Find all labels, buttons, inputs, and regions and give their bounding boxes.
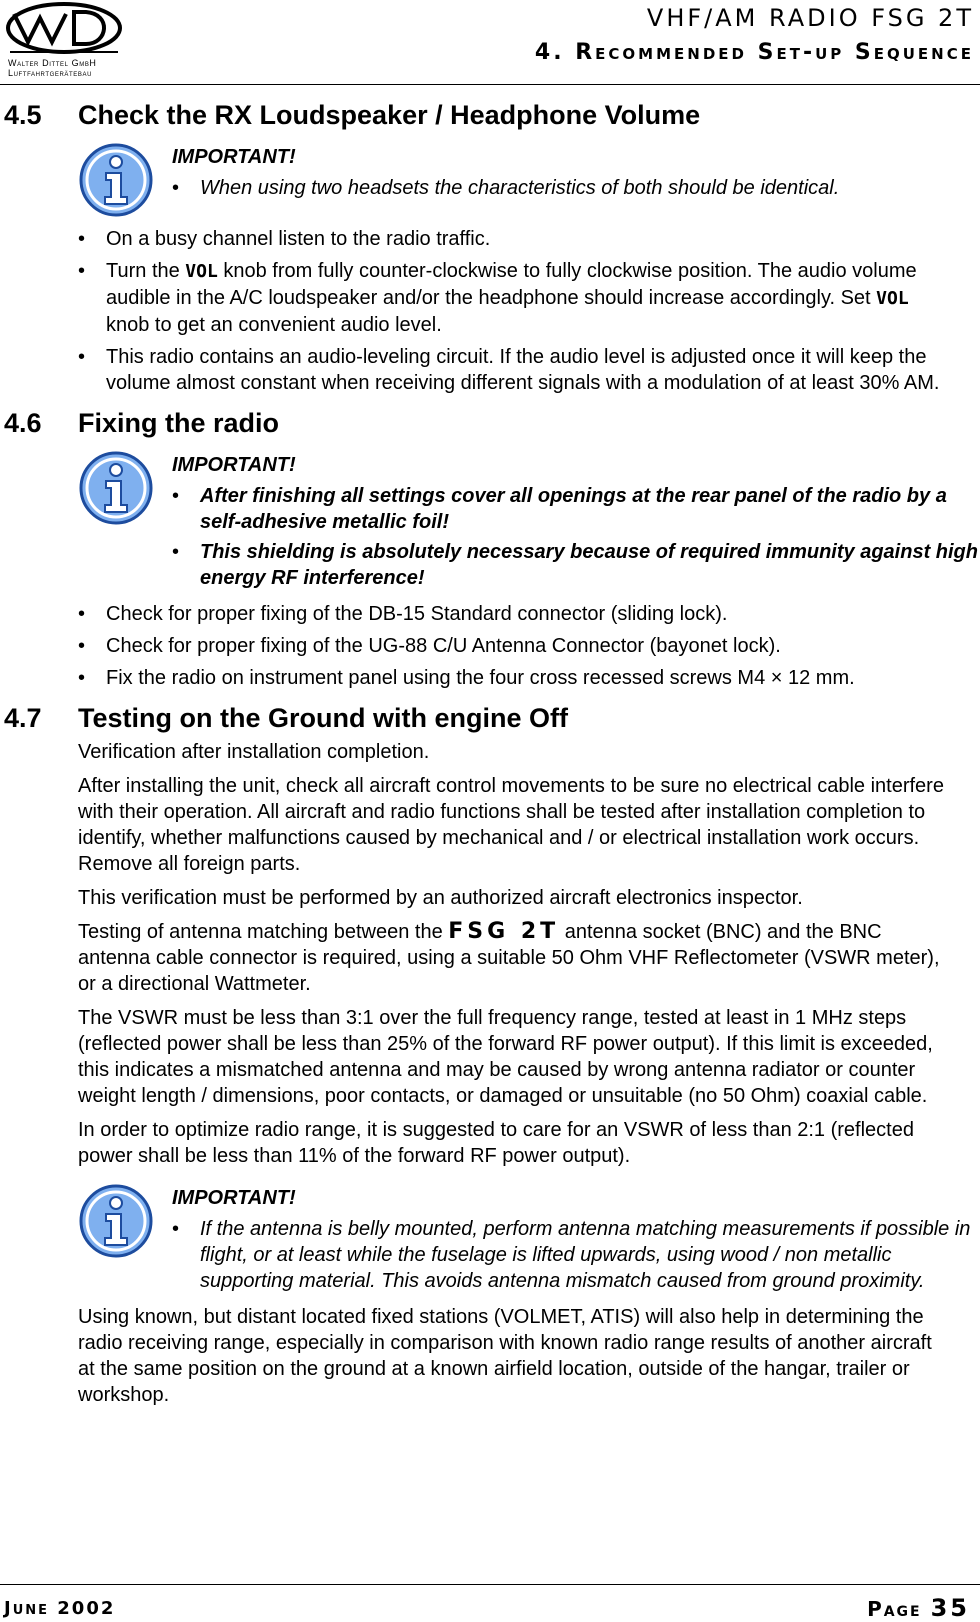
section-number: 4.7 (4, 703, 42, 733)
header-divider (0, 84, 980, 85)
section-title: Check the RX Loudspeaker / Headphone Volume (78, 100, 701, 130)
important-note (0, 136, 980, 216)
important-label: IMPORTANT! (172, 1187, 296, 1209)
important-item: • After finishing all settings cover all openings at the rear panel of the radio by a self-adhesive metallic foil! (172, 483, 980, 535)
page-footer (0, 1584, 980, 1622)
vol-knob-label: VOL (185, 261, 218, 282)
page-content (0, 94, 980, 1416)
footer-divider (0, 1584, 980, 1585)
chapter-title: 4. Recommended Set-up Sequence (534, 40, 974, 65)
important-item: • This shielding is absolutely necessary because of required immunity against high energy RF interference! (172, 539, 980, 591)
page-number (867, 1594, 970, 1622)
important-note (0, 1177, 980, 1294)
list-item: • Check for proper fixing of the DB-15 Standard connector (sliding lock). (0, 601, 980, 627)
important-item: • When using two headsets the characteristics of both should be identical. (172, 175, 980, 201)
important-list (172, 1216, 980, 1294)
paragraph: The VSWR must be less than 3:1 over the full frequency range, tested at least in 1 MHz steps (reflected power shall be less than 25% of the forward RF power output). If this limit is exceeded, this indicates a mismatched antenna and may be caused by wrong antenna radiator or counter weight length / dimensions, poor contacts, or damaged or unsuitable (no 50 Ohm) coaxial cable. (78, 1007, 933, 1107)
section-number: 4.5 (4, 100, 42, 130)
list-item (0, 258, 980, 338)
page-header (0, 0, 980, 86)
paragraph: Verification after installation completion. (78, 741, 430, 763)
product-name: FSG 2T (448, 919, 560, 944)
page-number-value: 35 (930, 1594, 970, 1622)
important-note (0, 444, 980, 591)
important-label: IMPORTANT! (172, 454, 296, 476)
list-item: • This radio contains an audio-leveling circuit. If the audio level is adjusted once it will keep the volume almost constant when receiving different signals with a modulation of at least 30% AM. (0, 344, 980, 396)
bullet-list (0, 226, 980, 396)
info-icon (78, 142, 154, 218)
section-heading-4-5 (0, 94, 980, 136)
info-icon (78, 1183, 154, 1259)
section-title: Testing on the Ground with engine Off (78, 703, 568, 733)
info-icon (78, 450, 154, 526)
text: Testing of antenna matching between the (78, 921, 449, 943)
paragraph: Using known, but distant located fixed stations (VOLMET, ATIS) will also help in determining the radio receiving range, especially in comparison with known radio range results of another aircraft at the same position on the ground at a known airfield location, outside of the hangar, trailer or workshop. (78, 1306, 932, 1406)
wd-logo-icon (4, 2, 124, 58)
list-item: • Fix the radio on instrument panel using the four cross recessed screws M4 × 12 mm. (0, 665, 980, 691)
document-title: VHF/AM RADIO FSG 2T (646, 4, 974, 32)
vol-knob-label: VOL (876, 288, 909, 309)
section-heading-4-7 (0, 697, 980, 739)
paragraph (78, 919, 950, 997)
important-list (172, 483, 980, 591)
page-label: Page (867, 1597, 922, 1621)
text: Turn the (106, 260, 186, 282)
list-item: • Check for proper fixing of the UG-88 C/U Antenna Connector (bayonet lock). (0, 633, 980, 659)
section-title: Fixing the radio (78, 408, 280, 438)
logo-company-name: Walter Dittel GmbH (8, 58, 97, 68)
important-label: IMPORTANT! (172, 146, 296, 168)
paragraph: This verification must be performed by an authorized aircraft electronics inspector. (78, 887, 803, 909)
section-heading-4-6 (0, 402, 980, 444)
paragraph: After installing the unit, check all aircraft control movements to be sure no electrical cable interfere with their operation. All aircraft and radio functions shall be tested after installation completion to identify, whether malfunctions caused by mechanical and / or electrical installation work occurs. Remove all foreign parts. (78, 775, 944, 875)
logo-company-subtitle: Luftfahrtgerätebau (8, 68, 93, 78)
paragraph: In order to optimize radio range, it is suggested to care for an VSWR of less than 2:1 (reflected power shall be less than 11% of the forward RF power output). (78, 1119, 914, 1167)
important-item: • If the antenna is belly mounted, perform antenna matching measurements if possible in flight, or at least while the fuselage is lifted upwards, using wood / non metallic supporting material. This avoids antenna mismatch caused from ground proximity. (172, 1216, 980, 1294)
bullet-list (0, 601, 980, 691)
list-item: • On a busy channel listen to the radio traffic. (0, 226, 980, 252)
section-number: 4.6 (4, 408, 42, 438)
text: antenna socket (BNC) and the BNC antenna cable connector is required, using a suitable 50 Ohm VHF Reflectometer (VSWR meter), or a directional Wattmeter. (78, 921, 940, 995)
text: knob to get an convenient audio level. (106, 314, 442, 336)
company-logo (4, 2, 130, 78)
text: knob from fully counter-clockwise to fully clockwise position. The audio volume audible in the A/C loudspeaker and/or the headphone should increase accordingly. Set (106, 260, 917, 309)
important-list (172, 175, 980, 201)
footer-date: June 2002 (4, 1598, 116, 1619)
